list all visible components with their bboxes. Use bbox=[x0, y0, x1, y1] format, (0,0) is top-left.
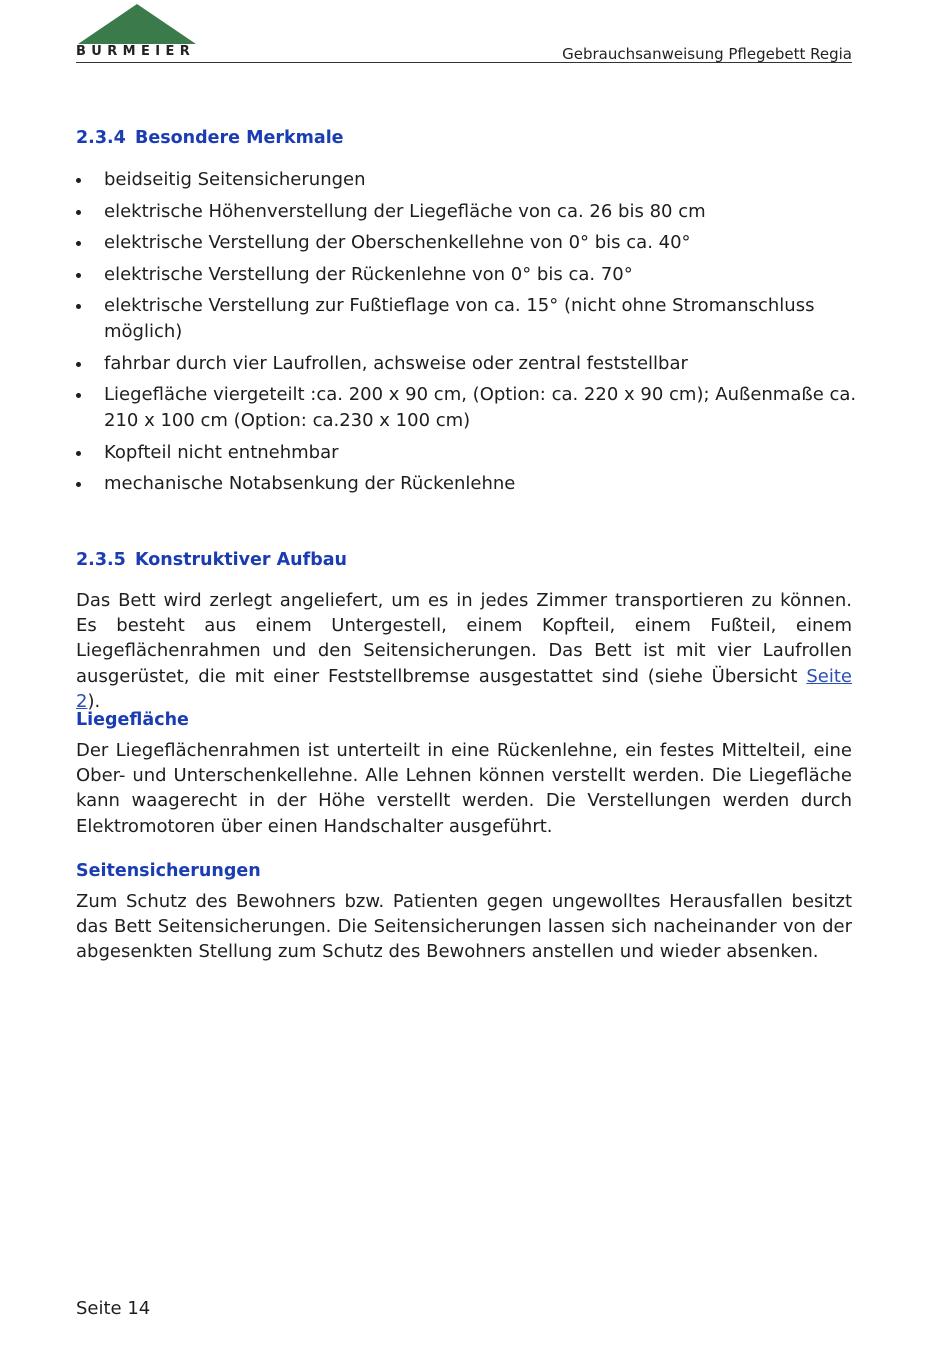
feature-text: Liegefläche viergeteilt :ca. 200 x 90 cm, (Option: ca. 220 x 90 cm); Außenmaße ca. 210 x 100 cm (Option: ca.230 x 100 cm) bbox=[104, 384, 857, 431]
seitensicherungen-paragraph: Zum Schutz des Bewohners bzw. Patienten gegen ungewolltes Herausfallen besitzt das Bett Seitensicherungen. Die Seitensicherungen lassen sich nacheinander von der abgesenkten Stellung zum Schutz des Bewohners anstellen und wieder absenken. bbox=[76, 891, 852, 963]
feature-list-item bbox=[76, 382, 866, 434]
section-number: 2.3.4 bbox=[76, 128, 126, 148]
feature-text: mechanische Notabsenkung der Rückenlehne bbox=[104, 473, 516, 494]
bullet-icon bbox=[76, 273, 81, 278]
header-title: Gebrauchsanweisung Pflegebett Regia bbox=[562, 45, 852, 63]
feature-list-item bbox=[76, 167, 866, 193]
liegeflaeche-paragraph: Der Liegeflächenrahmen ist unterteilt in eine Rückenlehne, ein festes Mittelteil, eine Ober- und Unterschenkellehne. Alle Lehnen können verstellt werden. Die Liegefläche kann waagerecht in der Höhe verstellt werden. Die Verstellungen werden durch Elektromotoren über einen Handschalter ausgeführt. bbox=[76, 740, 852, 837]
header-divider bbox=[76, 62, 852, 63]
section-heading-235 bbox=[76, 550, 347, 570]
subheading-seitensicherungen: Seitensicherungen bbox=[76, 861, 261, 881]
bullet-icon bbox=[76, 304, 81, 309]
section-title: Konstruktiver Aufbau bbox=[135, 550, 348, 570]
feature-list-item bbox=[76, 199, 866, 225]
bullet-icon bbox=[76, 482, 81, 487]
logo-text: BURMEIER bbox=[76, 44, 196, 59]
page-number: Seite 14 bbox=[76, 1298, 151, 1319]
section-heading-234 bbox=[76, 128, 344, 148]
feature-text: elektrische Verstellung der Oberschenkellehne von 0° bis ca. 40° bbox=[104, 232, 691, 253]
paragraph-end: ). bbox=[87, 690, 101, 712]
feature-text: elektrische Verstellung der Rückenlehne von 0° bis ca. 70° bbox=[104, 263, 633, 285]
feature-text: Kopfteil nicht entnehmbar bbox=[104, 441, 339, 463]
feature-list-item bbox=[76, 230, 866, 256]
feature-text: fahrbar durch vier Laufrollen, achsweise oder zentral feststellbar bbox=[104, 352, 688, 374]
section-title: Besondere Merkmale bbox=[135, 128, 344, 148]
burmeier-logo-roof bbox=[78, 4, 196, 44]
feature-text: elektrische Verstellung zur Fußtieflage von ca. 15° (nicht ohne Stromanschluss möglich) bbox=[104, 295, 815, 342]
feature-list-item bbox=[76, 293, 866, 345]
feature-list-item bbox=[76, 262, 866, 288]
feature-list-item bbox=[76, 440, 866, 466]
page-header bbox=[0, 0, 950, 70]
bullet-icon bbox=[76, 178, 81, 183]
bullet-icon bbox=[76, 362, 81, 367]
feature-text: elektrische Höhenverstellung der Liegefläche von ca. 26 bis 80 cm bbox=[104, 200, 706, 222]
section-number: 2.3.5 bbox=[76, 550, 126, 570]
bullet-icon bbox=[76, 241, 81, 246]
bullet-icon bbox=[76, 451, 81, 456]
paragraph-text: Das Bett wird zerlegt angeliefert, um es in jedes Zimmer transportieren zu können. Es besteht aus einem Untergestell, einem Kopfteil, einem Fußteil, einem Liegeflächenrahmen und den Seitensicherungen. Das Bett ist mit vier Laufrollen ausgerüstet, die mit einer Feststellbremse ausgestattet sind (siehe Übersicht bbox=[76, 590, 852, 687]
overview-page-link[interactable]: Seite 2 bbox=[76, 665, 852, 712]
bullet-icon bbox=[76, 210, 81, 215]
feature-list bbox=[76, 167, 866, 503]
bullet-icon bbox=[76, 393, 81, 398]
feature-list-item bbox=[76, 351, 866, 377]
feature-text: beidseitig Seitensicherungen bbox=[104, 169, 366, 190]
subheading-liegeflaeche: Liegefläche bbox=[76, 710, 189, 730]
feature-list-item bbox=[76, 471, 866, 497]
construction-paragraph bbox=[76, 588, 852, 714]
